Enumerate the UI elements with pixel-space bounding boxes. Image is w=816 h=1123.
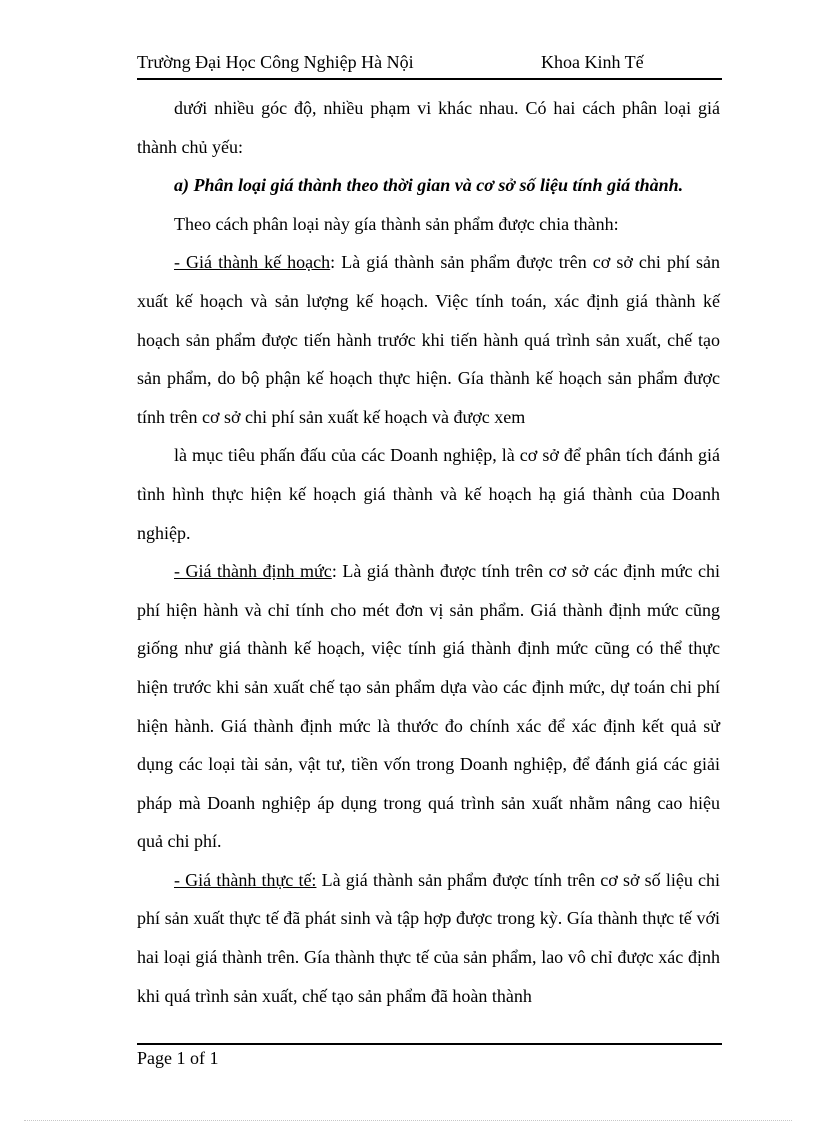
paragraph-norm-cost bbox=[137, 552, 720, 861]
paragraph-intro bbox=[137, 89, 720, 166]
page-number: Page 1 of 1 bbox=[137, 1048, 219, 1068]
section-heading-a bbox=[137, 166, 720, 205]
planned-cost-definition: : Là giá thành sản phẩm được trên cơ sở chi phí sản xuất kế hoạch và sản lượng kế hoạch. Việc tính toán, xác định giá thành kế hoạch sản phẩm được tiến hành trước khi tiến hành quá trình sản xuất, chế tạo sản phẩm, do bộ phận kế hoạch thực hiện. Gía thành kế hoạch sản phẩm được tính trên cơ sở chi phí sản xuất kế hoạch và được xem bbox=[137, 252, 720, 427]
paragraph-classification bbox=[137, 205, 720, 244]
term-norm-cost: - Giá thành định mức bbox=[174, 561, 332, 582]
header-rule bbox=[137, 78, 722, 80]
section-heading-a-text: a) Phân loại giá thành theo thời gian và cơ sở số liệu tính giá thành. bbox=[174, 175, 684, 196]
paragraph-planned-cost-cont bbox=[137, 436, 720, 552]
paragraph-intro-text: dưới nhiều góc độ, nhiều phạm vi khác nhau. Có hai cách phân loại giá thành chủ yếu: bbox=[137, 98, 720, 157]
document-body bbox=[137, 89, 720, 1015]
header-faculty-name: Khoa Kinh Tế bbox=[541, 52, 644, 72]
page-header bbox=[137, 51, 722, 73]
header-school-name: Trường Đại Học Công Nghiệp Hà Nội bbox=[137, 52, 414, 72]
paragraph-classification-text: Theo cách phân loại này gía thành sản phẩm được chia thành: bbox=[174, 213, 619, 234]
paragraph-planned-cost bbox=[137, 243, 720, 436]
norm-cost-definition: : Là giá thành được tính trên cơ sở các định mức chi phí hiện hành và chỉ tính cho mét đơn vị sản phẩm. Giá thành định mức cũng giống như giá thành kế hoạch, việc tính giá thành định mức cũng có thể thực hiện trước khi sản xuất chế tạo sản phẩm dựa vào các định mức, dự toán chi phí hiện hành. Giá thành định mức là thước đo chính xác để xác định kết quả sử dụng các loại tài sản, vật tư, tiền vốn trong Doanh nghiệp, để đánh giá các giải pháp mà Doanh nghiệp áp dụng trong quá trình sản xuất nhằm nâng cao hiệu quả chi phí. bbox=[137, 561, 720, 852]
planned-cost-continuation: là mục tiêu phấn đấu của các Doanh nghiệp, là cơ sở để phân tích đánh giá tình hình thực hiện kế hoạch giá thành và kế hoạch hạ giá thành của Doanh nghiệp. bbox=[137, 445, 720, 543]
term-planned-cost: - Giá thành kế hoạch bbox=[174, 252, 331, 273]
actual-cost-definition: Là giá thành sản phẩm được tính trên cơ sở số liệu chi phí sản xuất thực tế đã phát sinh và tập hợp được trong kỳ. Gía thành thực tế với hai loại giá thành trên. Gía thành thực tế của sản phẩm, lao vô chỉ được xác định khi quá trình sản xuất, chế tạo sản phẩm đã hoàn thành bbox=[137, 869, 720, 1006]
footer-rule bbox=[137, 1043, 722, 1045]
term-actual-cost: - Giá thành thực tế: bbox=[174, 869, 317, 890]
paragraph-actual-cost bbox=[137, 861, 720, 1015]
page-boundary-line bbox=[24, 1120, 792, 1121]
